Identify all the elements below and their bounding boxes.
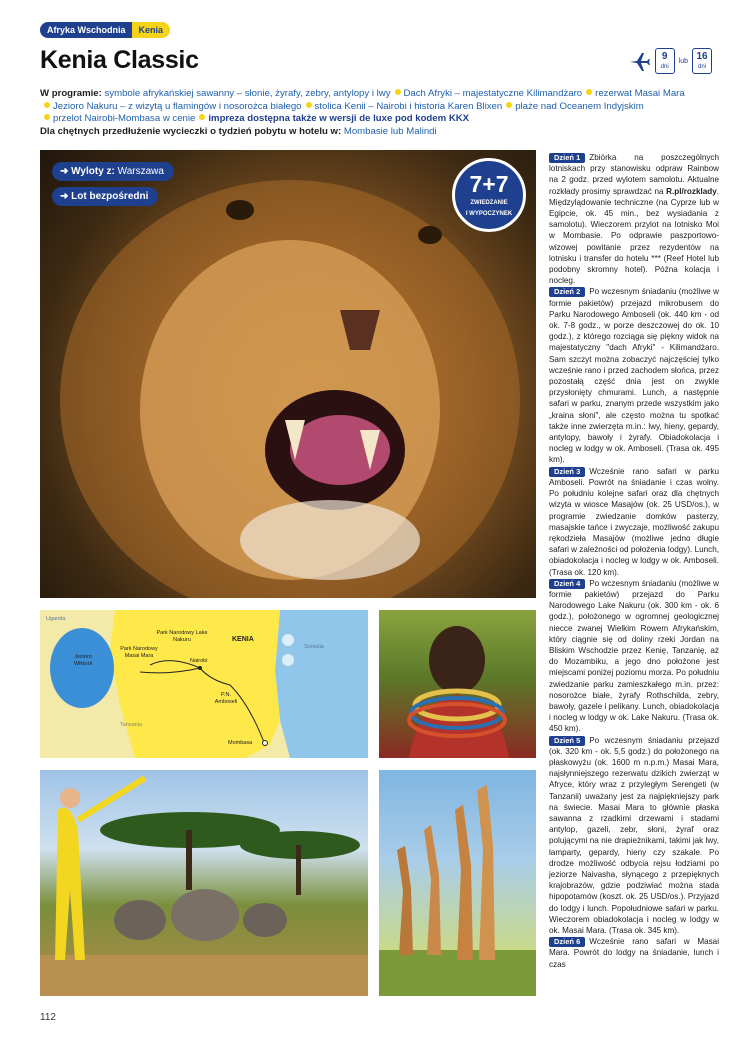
giraffes-photo <box>379 770 536 996</box>
day-label: Dzień 5 <box>549 736 585 746</box>
breadcrumb-region[interactable]: Afryka Wschodnia <box>40 22 132 38</box>
bullet-dot-icon <box>44 114 50 120</box>
day-label: Dzień 3 <box>549 467 585 477</box>
map-label-uganda: Uganda <box>46 616 66 622</box>
breadcrumb-country[interactable]: Kenia <box>132 22 171 38</box>
program-item: Jezioro Nakuru – z wizytą u flamingów i nosorożca białego <box>53 100 302 112</box>
bullet-dot-icon <box>199 114 205 120</box>
plane-icon <box>627 49 651 73</box>
page-title: Kenia Classic <box>40 46 199 74</box>
elephants-illustration <box>40 770 368 996</box>
program-item: symbole afrykańskiej sawanny – słonie, żyrafy, zebry, antylopy i lwy <box>104 88 391 99</box>
map-label-nakuru: Park Narodowy Lake Nakuru <box>156 630 208 643</box>
duration-option-16: 16 dni <box>692 48 712 74</box>
bullet-dot-icon <box>395 89 401 95</box>
bullet-dot-icon <box>44 102 50 108</box>
itinerary-day: Dzień 3 Wcześnie rano safari w parku Amboseli. Powrót na śniadanie i czas wolny. Po południu kolejne safari oraz dla chętnych wizyta w wiosce Masajów (ok. 25 USD/os.), w programie zwiedzanie domków pasterzy, masajskie tańce i zwyczaje, możliwość zakupu rękodzieła Masajów (możliwe jedno długie safari w zależności od położenia lodgy). Lunch, obiadokolacja i nocleg w lodgy w ok. Amboseli. (Trasa ok. 120 km). <box>549 466 719 577</box>
masai-woman-illustration <box>379 610 536 758</box>
itinerary-day: Dzień 2 Po wczesnym śniadaniu (możliwe w formie pakietów) przejazd mikrobusem do Parku Narodowego Amboseli (ok. 440 km - od ok. 7-8 godz., w porze deszczowej do ok. 10 godz.), z którego rozciąga się piękny widok na majestatyczny "dach Afryki" - Kilimandżaro. Sam szczyt można zobaczyć najczęściej tylko wcześnie rano i przed zachodem słońca, przez pozostałą część dnia jest on zwykle przysłonięty chmurami. Lunch, a następnie safari w parku, znanym przede wszystkim jako „kraina słoni", ale często można tu spotkać także inne zwierzęta m.in.: lwy, hieny, gepardy, antylopy, bawoły i żyrafy. Obiadokolacja i nocleg w lodgy w ok. Amboseli. (Trasa ok. 495 km). <box>549 287 719 465</box>
schedule-link[interactable]: R.pl/rozklady <box>666 186 717 196</box>
day-label: Dzień 1 <box>549 153 585 163</box>
itinerary-day: Dzień 4 Po wczesnym śniadaniu (możliwe w formie pakietów) przejazd do Parku Narodowego Lake Nakuru (ok. 300 km - ok. 6 godz.), położonego w ogromnej geologicznej niecce zwanej Wielkim Rowem Afrykańskim, który ciągnie się od doliny rzeki Jordan na Bliskim Wschodzie przez Kenię, Tanzanię, aż do Mozambiku, a jego dno położone jest miejscami poniżej poziomu morza. Po południu zwiedzanie parku zamieszkałego m.in. przez: nosorożce białe, żyrafy Rothschilda, zebry, bawoły, gazele i pelikany. Lunch, obiadokolacja i nocleg w lodgy w ok. Lake Nakuru. (Trasa ok. 450 km). <box>549 578 719 734</box>
program-item: plaże nad Oceanem Indyjskim <box>515 100 644 112</box>
itinerary-day: Dzień 5 Po wczesnym śniadaniu przejazd (ok. 320 km - ok. 5,5 godz.) do położonego na płaskowyżu (ok. 1600 m n.p.m.) Masai Mara, najsłynniejszego rezerwatu dzikich zwierząt w Afryce, który wraz z przyległym Serengeti (w Tanzanii) uważany jest za najpiękniejszy park na świecie. Masai Mara to głównie płaska sawanna z rzadkimi drzewami i stadami antylop, gazeli, zebr, słoni, żyraf oraz polującymi na nie drapieżnikami, takimi jak lwy, lamparty, gepardy, hieny czy szakale. Po drodze możliwość odbycia rejsu łodziami po jeziorze Naivasha, słynącego z przepięknych krajobrazów, gdzie podziwiać można stada hipopotamów (koszt. ok. 25 USD/os.). Przyjazd do lodgy i lunch. Popołudniowe safari w parku. Wieczorem obiadokolacja i nocleg w lodgy w ok. Masai Mara. (Trasa ok. 345 km). <box>549 735 719 936</box>
masai-woman-photo <box>379 610 536 758</box>
map-label-masai-mara: Park Narodowy Masai Mara <box>120 646 158 659</box>
departure-pill[interactable]: ➜ Wyloty z: Warszawa <box>52 162 174 181</box>
breadcrumb <box>40 22 170 38</box>
program-item: przelot Nairobi-Mombasa w cenie <box>53 113 196 125</box>
itinerary-day: Dzień 6 Wcześnie rano safari w Masai Mara. Powrót do lodgy na śniadanie, lunch i czas <box>549 937 719 969</box>
day-label: Dzień 4 <box>549 579 585 589</box>
map-label-mombasa: Mombasa <box>228 740 253 746</box>
map-label-nairobi: Nairobi <box>190 658 208 664</box>
program-item: Dach Afryki – majestatyczne Kilimandżaro <box>403 88 583 99</box>
itinerary-column <box>549 152 719 970</box>
hero-lion-image <box>40 150 536 598</box>
day-label: Dzień 2 <box>549 287 585 297</box>
map-label-lake: Jezioro Wiktorii <box>73 654 93 667</box>
deluxe-note: impreza dostępna także w wersji de luxe pod kodem KKX <box>208 113 470 125</box>
bullet-dot-icon <box>506 102 512 108</box>
day-label: Dzień 6 <box>549 937 585 947</box>
direct-flight-pill[interactable]: ➜ Lot bezpośredni <box>52 187 158 206</box>
duration-or: lub <box>678 57 688 65</box>
map-label-kenia: KENIA <box>232 636 254 643</box>
map-label-somalia: Somalia <box>304 644 324 650</box>
extension-value: Mombasie lub Malindi <box>343 125 437 137</box>
elephants-photo <box>40 770 368 996</box>
program-item: rezerwat Masai Mara <box>595 88 685 99</box>
duration-option-9: 9 dni <box>655 48 675 74</box>
map-label-tanzania: Tanzania <box>120 722 143 728</box>
departure-city: Warszawa <box>117 166 164 177</box>
bullet-dot-icon <box>586 89 592 95</box>
program-label: W programie: <box>40 88 102 99</box>
giraffes-illustration <box>379 770 536 996</box>
program-item: stolica Kenii – Nairobi i historia Karen Blixen <box>314 100 503 112</box>
program-summary <box>40 88 720 138</box>
tour-type-badge: 7+7 ZWIEDZANIE I WYPOCZYNEK <box>452 158 526 232</box>
bullet-dot-icon <box>306 102 312 108</box>
itinerary-day: Dzień 1 Zbiórka na poszczególnych lotniskach przy stanowisku odpraw Rainbow na 2 godz. przed wylotem samolotu. Aktualne rozkłady prosimy sprawdzać na R.pl/rozklady. Międzylądowanie techniczne (na Cyprze lub w Egipcie, ok. 45 min., bez wysiadania z samolotu). Wieczorem przylot na lotnisko Moi w Mombasie. Po odprawie paszportowo-wizowej powitanie przez rezydentów na lotnisku i transfer do hotelu *** (Reef Hotel lub podobny skromny hotel). Późna kolacja i nocleg. <box>549 153 719 286</box>
duration-box <box>627 48 712 74</box>
extension-label: Dla chętnych przedłużenie wycieczki o tydzień pobytu w hotelu w: <box>40 125 342 137</box>
map-label-amboseli: P.N. Amboseli <box>214 692 238 705</box>
page-number: 112 <box>40 1012 56 1023</box>
route-map <box>40 610 368 758</box>
